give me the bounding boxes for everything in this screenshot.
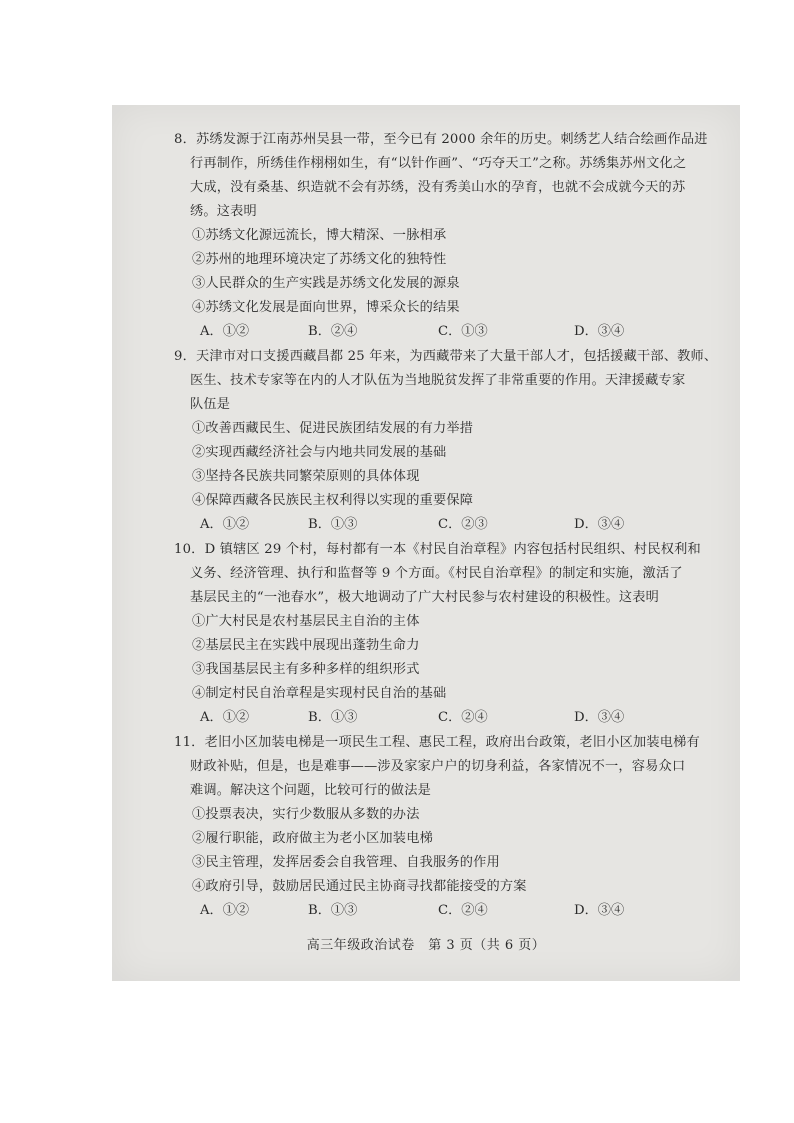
option-statement: ①苏绣文化源远流长，博大精深、一脉相承 [192, 228, 447, 243]
question-stem-line: 10．D 镇辖区 29 个村，每村都有一本《村民自治章程》内容包括村民组织、村民权利和 [174, 542, 701, 557]
choice-c[interactable]: C．②④ [438, 903, 488, 918]
choice-b[interactable]: B．②④ [308, 324, 358, 339]
question-stem-line: 9．天津市对口支援西藏昌都 25 年来，为西藏带来了大量干部人才，包括援藏干部、教师、 [174, 349, 718, 364]
question-stem-line: 财政补贴，但是，也是难事——涉及家家户户的切身利益，各家情况不一，容易众口 [190, 759, 686, 774]
option-statement: ④保障西藏各民族民主权利得以实现的重要保障 [192, 493, 474, 508]
option-statement: ③人民群众的生产实践是苏绣文化发展的源泉 [192, 276, 460, 291]
choice-d[interactable]: D．③④ [574, 324, 625, 339]
exam-page [112, 105, 740, 981]
question-stem-line: 队伍是 [190, 397, 231, 412]
question-stem-line: 8．苏绣发源于江南苏州吴县一带，至今已有 2000 余年的历史。刺绣艺人结合绘画作品进 [174, 132, 708, 147]
page-footer: 高三年级政治试卷 第 3 页（共 6 页） [306, 938, 546, 953]
option-statement: ①改善西藏民生、促进民族团结发展的有力举措 [192, 421, 474, 436]
choice-c[interactable]: C．②③ [438, 517, 488, 532]
question-stem-line: 大成，没有桑基、织造就不会有苏绣，没有秀美山水的孕育，也就不会成就今天的苏 [190, 180, 686, 195]
choice-d[interactable]: D．③④ [574, 517, 625, 532]
option-statement: ④苏绣文化发展是面向世界，博采众长的结果 [192, 300, 460, 315]
choice-a[interactable]: A．①② [200, 903, 250, 918]
option-statement: ③我国基层民主有多种多样的组织形式 [192, 662, 420, 677]
choice-d[interactable]: D．③④ [574, 903, 625, 918]
question-stem-line: 基层民主的“一池春水”，极大地调动了广大村民参与农村建设的积极性。这表明 [190, 590, 660, 605]
answer-choices [112, 323, 740, 341]
choice-b[interactable]: B．①③ [308, 517, 358, 532]
answer-choices [112, 516, 740, 534]
choice-b[interactable]: B．①③ [308, 903, 358, 918]
question-stem-line: 绣。这表明 [190, 204, 257, 219]
option-statement: ③民主管理，发挥居委会自我管理、自我服务的作用 [192, 855, 500, 870]
option-statement: ④政府引导，鼓励居民通过民主协商寻找都能接受的方案 [192, 879, 527, 894]
question-stem-line: 难调。解决这个问题，比较可行的做法是 [190, 783, 431, 798]
choice-d[interactable]: D．③④ [574, 710, 625, 725]
choice-c[interactable]: C．②④ [438, 710, 488, 725]
option-statement: ②苏州的地理环境决定了苏绣文化的独特性 [192, 252, 447, 267]
answer-choices [112, 902, 740, 920]
choice-a[interactable]: A．①② [200, 710, 250, 725]
option-statement: ②实现西藏经济社会与内地共同发展的基础 [192, 445, 447, 460]
choice-b[interactable]: B．①③ [308, 710, 358, 725]
option-statement: ①广大村民是农村基层民主自治的主体 [192, 614, 420, 629]
answer-choices [112, 709, 740, 727]
question-stem-line: 义务、经济管理、执行和监督等 9 个方面。《村民自治章程》的制定和实施，激活了 [190, 566, 683, 581]
choice-a[interactable]: A．①② [200, 324, 250, 339]
choice-a[interactable]: A．①② [200, 517, 250, 532]
choice-c[interactable]: C．①③ [438, 324, 488, 339]
question-stem-line: 医生、技术专家等在内的人才队伍为当地脱贫发挥了非常重要的作用。天津援藏专家 [190, 373, 686, 388]
question-stem-line: 11．老旧小区加装电梯是一项民生工程、惠民工程，政府出台政策，老旧小区加装电梯有 [174, 735, 700, 750]
option-statement: ④制定村民自治章程是实现村民自治的基础 [192, 686, 447, 701]
option-statement: ③坚持各民族共同繁荣原则的具体体现 [192, 469, 420, 484]
option-statement: ②基层民主在实践中展现出蓬勃生命力 [192, 638, 420, 653]
option-statement: ①投票表决，实行少数服从多数的办法 [192, 807, 420, 822]
option-statement: ②履行职能，政府做主为老小区加装电梯 [192, 831, 433, 846]
question-stem-line: 行再制作，所绣佳作栩栩如生，有“以针作画”、“巧夺天工”之称。苏绣集苏州文化之 [190, 156, 687, 171]
